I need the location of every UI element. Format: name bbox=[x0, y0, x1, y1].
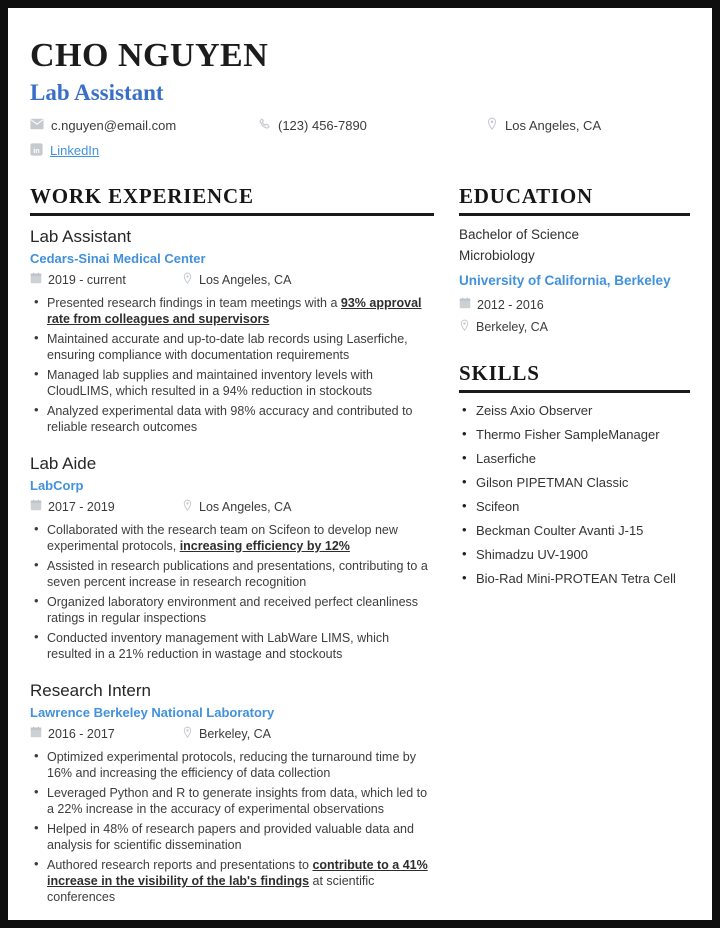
job-dates: 2019 - current bbox=[48, 272, 126, 287]
skills-section bbox=[459, 361, 690, 587]
job-title: Research Intern bbox=[30, 680, 151, 700]
skill-item: • Thermo Fisher SampleManager bbox=[459, 427, 690, 444]
contact-email bbox=[30, 118, 258, 133]
skill-item: • Gilson PIPETMAN Classic bbox=[459, 475, 690, 492]
bullet-text-segment: Maintained accurate and up-to-date lab records using Laserfiche, ensuring compliance with documentation requirements bbox=[47, 331, 408, 362]
linkedin-link[interactable]: LinkedIn bbox=[50, 143, 100, 159]
job-meta-row bbox=[30, 272, 434, 288]
jobs-container bbox=[30, 227, 434, 905]
job-dates-item bbox=[30, 499, 182, 514]
bullet-text-segment: 93% approval rate from colleagues and supervisors bbox=[47, 295, 422, 326]
education-field: Microbiology bbox=[459, 248, 535, 264]
bullet-text-segment: Collaborated with the research team on Scifeon to develop new experimental protocols, bbox=[47, 522, 398, 553]
work-experience-heading: WORK EXPERIENCE bbox=[30, 184, 434, 216]
skill-item: • Shimadzu UV-1900 bbox=[459, 547, 690, 564]
bullet-text-segment: Optimized experimental protocols, reducing the turnaround time by 16% and increasing the efficiency of data collection bbox=[47, 749, 416, 780]
location-pin-icon bbox=[182, 272, 193, 288]
job-entry bbox=[30, 454, 434, 662]
candidate-title: Lab Assistant bbox=[30, 79, 164, 105]
bullet-text-segment: Authored research reports and presentations to bbox=[47, 857, 313, 872]
calendar-icon bbox=[459, 297, 471, 312]
contact-info bbox=[30, 117, 690, 159]
job-location-item bbox=[182, 726, 271, 742]
job-entry bbox=[30, 227, 434, 435]
skill-item: • Laserfiche bbox=[459, 451, 690, 468]
bullet-text-segment: Managed lab supplies and maintained inventory levels with CloudLIMS, which resulted in a 94% reduction in stockouts bbox=[47, 367, 373, 398]
linkedin-icon bbox=[30, 143, 43, 159]
job-bullets bbox=[30, 295, 434, 435]
location-pin-icon bbox=[486, 117, 498, 134]
bullet-text-segment: Assisted in research publications and presentations, contributing to a seven percent increase in research recognition bbox=[47, 558, 428, 589]
work-experience-section bbox=[30, 184, 434, 905]
bullet-text-segment: Analyzed experimental data with 98% accuracy and contributed to reliable research outcomes bbox=[47, 403, 413, 434]
contact-location bbox=[486, 117, 690, 134]
bullet-item bbox=[30, 367, 434, 399]
education-dates: 2012 - 2016 bbox=[477, 297, 544, 312]
education-location-row bbox=[459, 319, 690, 335]
skill-item: • Beckman Coulter Avanti J-15 bbox=[459, 523, 690, 540]
location-text: Los Angeles, CA bbox=[505, 117, 602, 133]
job-meta-row bbox=[30, 499, 434, 515]
email-text: c.nguyen@email.com bbox=[51, 117, 177, 133]
job-location: Los Angeles, CA bbox=[199, 272, 292, 287]
contact-phone bbox=[258, 117, 486, 133]
bullet-text-segment: Helped in 48% of research papers and provided valuable data and analysis for scientific dissemination bbox=[47, 821, 414, 852]
job-meta-row bbox=[30, 726, 434, 742]
bullet-text-segment: at scientific conferences bbox=[47, 873, 375, 904]
job-title: Lab Assistant bbox=[30, 226, 132, 246]
skill-item: • Bio-Rad Mini-PROTEAN Tetra Cell bbox=[459, 571, 690, 588]
phone-icon bbox=[258, 117, 271, 133]
job-location: Los Angeles, CA bbox=[199, 499, 292, 514]
job-dates: 2016 - 2017 bbox=[48, 726, 115, 741]
bullet-item bbox=[30, 630, 434, 662]
mail-icon bbox=[30, 118, 44, 133]
job-location-item bbox=[182, 272, 291, 288]
bullet-text-segment: contribute to a 41% increase in the visibility of the lab's findings bbox=[47, 857, 428, 888]
work-experience-column bbox=[30, 184, 434, 909]
svg-text:in: in bbox=[33, 145, 40, 155]
bullet-item bbox=[30, 857, 434, 905]
bullet-text-segment: Presented research findings in team meetings with a bbox=[47, 295, 341, 310]
education-location: Berkeley, CA bbox=[476, 320, 549, 335]
job-dates-item bbox=[30, 272, 182, 287]
education-degree: Bachelor of Science bbox=[459, 226, 580, 242]
calendar-icon bbox=[30, 726, 42, 741]
job-title: Lab Aide bbox=[30, 453, 97, 473]
skill-item: • Scifeon bbox=[459, 499, 690, 516]
job-location-item bbox=[182, 499, 291, 515]
calendar-icon bbox=[30, 272, 42, 287]
education-section bbox=[459, 184, 690, 336]
job-dates: 2017 - 2019 bbox=[48, 499, 115, 514]
bullet-item bbox=[30, 821, 434, 853]
education-heading: EDUCATION bbox=[459, 184, 690, 216]
bullet-item bbox=[30, 594, 434, 626]
bullet-text-segment: Conducted inventory management with LabWare LIMS, which resulted in a 21% reduction in wastage and stockouts bbox=[47, 630, 390, 661]
location-pin-icon bbox=[182, 726, 193, 742]
resume-body bbox=[30, 184, 690, 909]
job-bullets bbox=[30, 749, 434, 905]
phone-text: (123) 456-7890 bbox=[278, 117, 367, 133]
location-pin-icon bbox=[182, 499, 193, 515]
bullet-text-segment: increasing efficiency by 12% bbox=[179, 538, 350, 553]
bullet-item bbox=[30, 749, 434, 781]
bullet-item bbox=[30, 785, 434, 817]
education-school-link[interactable]: University of California, Berkeley bbox=[459, 272, 671, 288]
company-link[interactable]: LabCorp bbox=[30, 477, 84, 493]
location-pin-icon bbox=[459, 319, 470, 335]
education-dates-row bbox=[459, 297, 690, 312]
job-dates-item bbox=[30, 726, 182, 741]
calendar-icon bbox=[30, 499, 42, 514]
bullet-item bbox=[30, 331, 434, 363]
skills-list bbox=[459, 403, 690, 587]
company-link[interactable]: Lawrence Berkeley National Laboratory bbox=[30, 704, 275, 720]
bullet-item bbox=[30, 522, 434, 554]
skill-item: • Zeiss Axio Observer bbox=[459, 403, 690, 420]
candidate-name: CHO NGUYEN bbox=[30, 37, 269, 74]
bullet-item bbox=[30, 558, 434, 590]
job-bullets bbox=[30, 522, 434, 662]
resume-header bbox=[30, 38, 690, 159]
bullet-text-segment: Organized laboratory environment and received perfect cleanliness ratings in regular inspections bbox=[47, 594, 419, 625]
job-location: Berkeley, CA bbox=[199, 726, 272, 741]
bullet-item bbox=[30, 403, 434, 435]
company-link[interactable]: Cedars-Sinai Medical Center bbox=[30, 250, 206, 266]
bullet-item bbox=[30, 295, 434, 327]
skills-heading: SKILLS bbox=[459, 361, 690, 393]
job-entry bbox=[30, 681, 434, 905]
sidebar-column bbox=[459, 184, 690, 909]
bullet-text-segment: Leveraged Python and R to generate insights from data, which led to a 22% increase in the accuracy of experimental observations bbox=[47, 785, 428, 816]
contact-linkedin bbox=[30, 143, 258, 159]
